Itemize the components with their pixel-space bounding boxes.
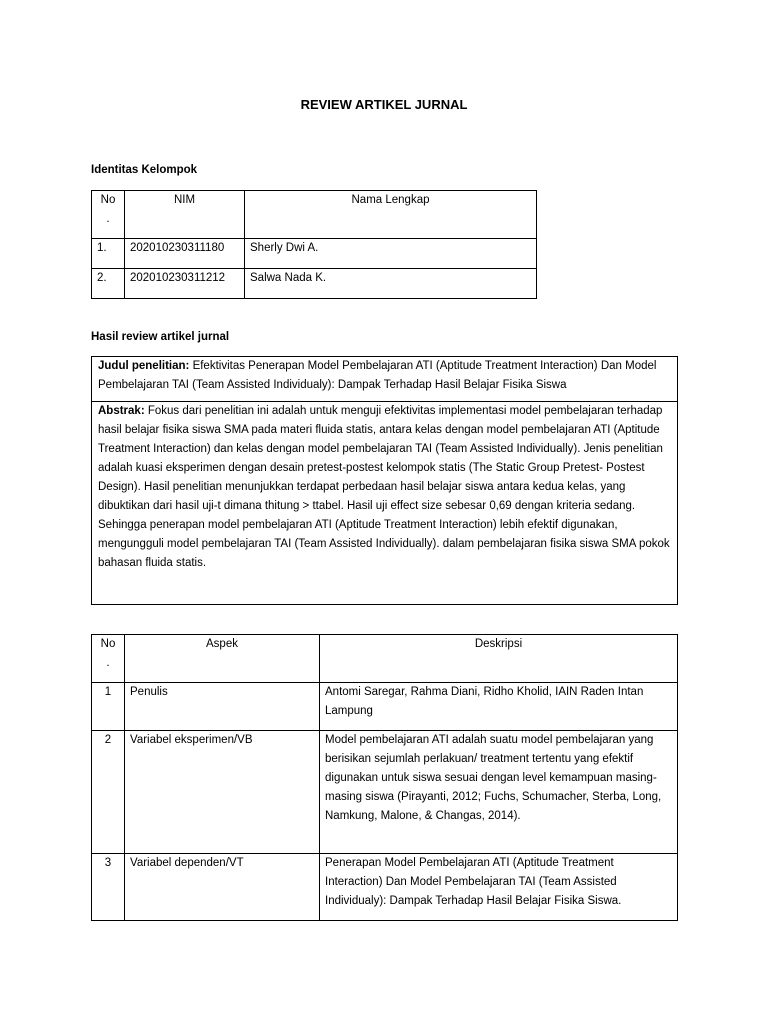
- header-no: No .: [92, 191, 125, 239]
- row-aspek: Variabel dependen/VT: [125, 854, 320, 921]
- identitas-table: [91, 190, 537, 299]
- row-nama: Sherly Dwi A.: [245, 239, 537, 269]
- abstrak-text: Fokus dari penelitian ini adalah untuk menguji efektivitas implementasi model pembelajaran terhadap hasil belajar fisika siswa SMA pada materi fluida statis, antara kelas dengan model pembelajaran ATI (Aptitude Treatment Interaction) dan kelas dengan model pembelajaran TAI (Team Assisted Individually). Jenis penelitian adalah kuasi eksperimen dengan desain pretest-postest kelompok statis (The Static Group Pretest- Postest Design). Hasil penelitian menunjukkan terdapat perbedaan hasil belajar siswa antara kedua kelas, yang dibuktikan dari hasil uji-t dimana thitung > ttabel. Hasil uji effect size sebesar 0,69 dengan kriteria sedang. Sehingga penerapan model pembelajaran ATI (Aptitude Treatment Interaction) lebih efektif digunakan, mengungguli model pembelajaran TAI (Team Assisted Individually). dalam pembelajaran fisika siswa SMA pokok bahasan fluida statis.: [98, 405, 670, 569]
- header-nama: Nama Lengkap: [245, 191, 537, 239]
- row-no: 2.: [92, 269, 125, 299]
- table-row: [92, 854, 678, 921]
- abstrak-box: [91, 401, 678, 605]
- row-aspek: Variabel eksperimen/VB: [125, 731, 320, 854]
- hasil-heading: Hasil review artikel jurnal: [91, 331, 230, 343]
- judul-text: Efektivitas Penerapan Model Pembelajaran ATI (Aptitude Treatment Interaction) Dan Model Pembelajaran TAI (Team Assisted Individualy): Dampak Terhadap Hasil Belajar Fisika Siswa: [98, 360, 657, 391]
- aspek-table: [91, 634, 678, 921]
- abstrak-label: Abstrak:: [98, 405, 145, 417]
- table-row: [92, 683, 678, 731]
- row-nama: Salwa Nada K.: [245, 269, 537, 299]
- row-no: 1: [92, 683, 125, 731]
- table-row: [92, 239, 537, 269]
- header-no: No .: [92, 635, 125, 683]
- row-nim: 202010230311212: [125, 269, 245, 299]
- document-title: REVIEW ARTIKEL JURNAL: [300, 97, 468, 112]
- row-deskripsi: Penerapan Model Pembelajaran ATI (Aptitude Treatment Interaction) Dan Model Pembelajaran TAI (Team Assisted Individualy): Dampak Terhadap Hasil Belajar Fisika Siswa.: [320, 854, 678, 921]
- table-row: [92, 269, 537, 299]
- row-no: 3: [92, 854, 125, 921]
- judul-box: [91, 356, 678, 402]
- header-deskripsi: Deskripsi: [320, 635, 678, 683]
- table-row: [92, 731, 678, 854]
- row-deskripsi: Antomi Saregar, Rahma Diani, Ridho Kholid, IAIN Raden Intan Lampung: [320, 683, 678, 731]
- judul-label: Judul penelitian:: [98, 360, 190, 372]
- identitas-heading: Identitas Kelompok: [91, 164, 198, 176]
- row-aspek: Penulis: [125, 683, 320, 731]
- header-aspek: Aspek: [125, 635, 320, 683]
- header-nim: NIM: [125, 191, 245, 239]
- row-deskripsi: Model pembelajaran ATI adalah suatu model pembelajaran yang berisikan sejumlah perlakuan/ treatment tertentu yang efektif digunakan untuk siswa sesuai dengan level kemampuan masing- masing siswa (Pirayanti, 2012; Fuchs, Schumacher, Sterba, Long, Namkung, Malone, & Changas, 2014).: [320, 731, 678, 854]
- row-no: 2: [92, 731, 125, 854]
- row-nim: 202010230311180: [125, 239, 245, 269]
- row-no: 1.: [92, 239, 125, 269]
